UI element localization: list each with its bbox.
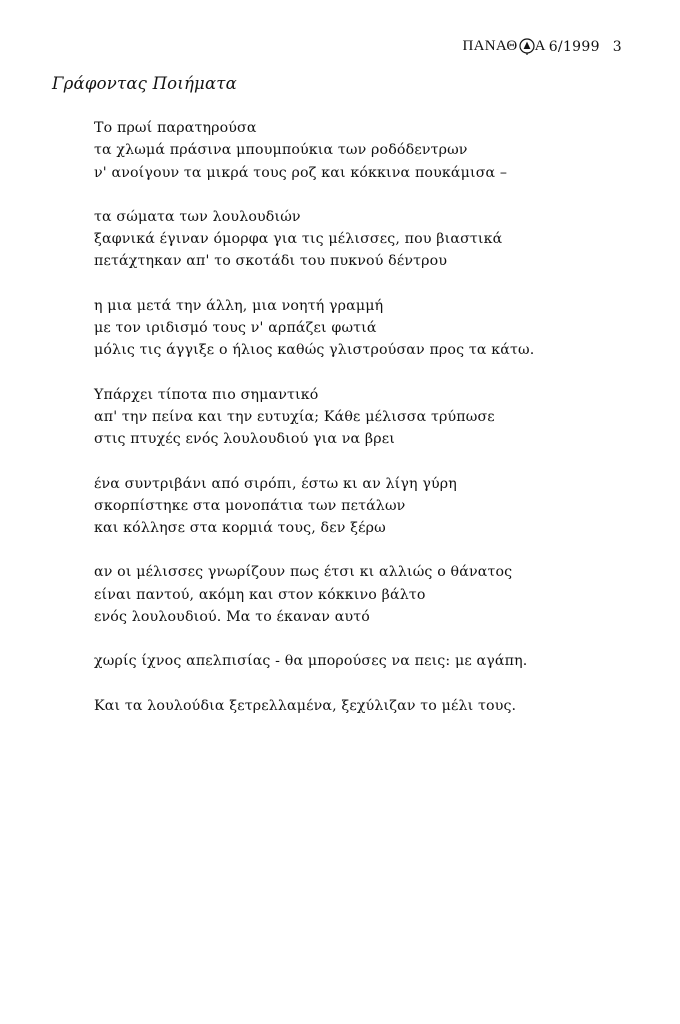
- poem-stanza: [94, 650, 534, 672]
- magazine-name-suffix: Α: [534, 38, 546, 54]
- magazine-logo-icon: [519, 38, 535, 55]
- poem-stanza: [94, 473, 534, 540]
- poem-line: η μια μετά την άλλη, μια νοητή γραμμή: [94, 297, 384, 314]
- poem-line: Το πρωί παρατηρούσα: [94, 120, 257, 136]
- poem-line: ν' ανοίγουν τα μικρά τους ροζ και κόκκινα πουκάμισα –: [94, 164, 508, 181]
- poem-line: στις πτυχές ενός λουλουδιού για να βρει: [94, 431, 395, 448]
- poem-stanza: [94, 206, 534, 273]
- poem-line: ξαφνικά έγιναν όμορφα για τις μέλισσες, που βιαστικά: [94, 231, 503, 248]
- poem-stanza: [94, 695, 534, 717]
- poem-line: αν οι μέλισσες γνωρίζουν πως έτσι κι αλλιώς ο θάνατος: [94, 564, 513, 581]
- page-number: 3: [612, 38, 622, 55]
- magazine-name: [463, 38, 546, 55]
- poem-line: μόλις τις άγγιξε ο ήλιος καθώς γλιστρούσαν προς τα κάτω.: [94, 342, 535, 359]
- poem-line: και κόλλησε στα κορμιά τους, δεν ξέρω: [94, 520, 386, 537]
- issue-number: 6/1999: [548, 38, 600, 55]
- poem-stanza: [94, 295, 534, 362]
- poem-title: Γράφοντας Ποιήματα: [52, 74, 237, 93]
- poem-line: τα χλωμά πράσινα μπουμπούκια των ροδόδεντρων: [94, 142, 468, 159]
- poem-line: πετάχτηκαν απ' το σκοτάδι του πυκνού δέντρου: [94, 253, 448, 270]
- poem-line: Και τα λουλούδια ξετρελλαμένα, ξεχύλιζαν το μέλι τους.: [94, 697, 517, 714]
- poem-line: χωρίς ίχνος απελπισίας - θα μπορούσες να πεις: με αγάπη.: [94, 653, 528, 670]
- poem-line: απ' την πείνα και την ευτυχία; Κάθε μέλισσα τρύπωσε: [94, 408, 495, 425]
- poem-line: ενός λουλουδιού. Μα το έκαναν αυτό: [94, 609, 370, 626]
- poem-line: ένα συντριβάνι από σιρόπι, έστω κι αν λίγη γύρη: [94, 475, 457, 492]
- poem-line: τα σώματα των λουλουδιών: [94, 208, 301, 225]
- poem-body: [94, 117, 534, 739]
- poem-line: είναι παντού, ακόμη και στον κόκκινο βάλτο: [94, 586, 426, 603]
- magazine-name-prefix: ΠΑΝΑΘ: [462, 38, 518, 54]
- poem-line: με τον ιριδισμό τους ν' αρπάζει φωτιά: [94, 320, 377, 337]
- poem-stanza: [94, 561, 534, 628]
- poem-line: σκορπίστηκε στα μονοπάτια των πετάλων: [94, 497, 406, 514]
- page-header: [463, 38, 622, 55]
- poem-stanza: [94, 384, 534, 451]
- poem-line: Υπάρχει τίποτα πιο σημαντικό: [94, 386, 319, 403]
- poem-stanza: [94, 117, 534, 184]
